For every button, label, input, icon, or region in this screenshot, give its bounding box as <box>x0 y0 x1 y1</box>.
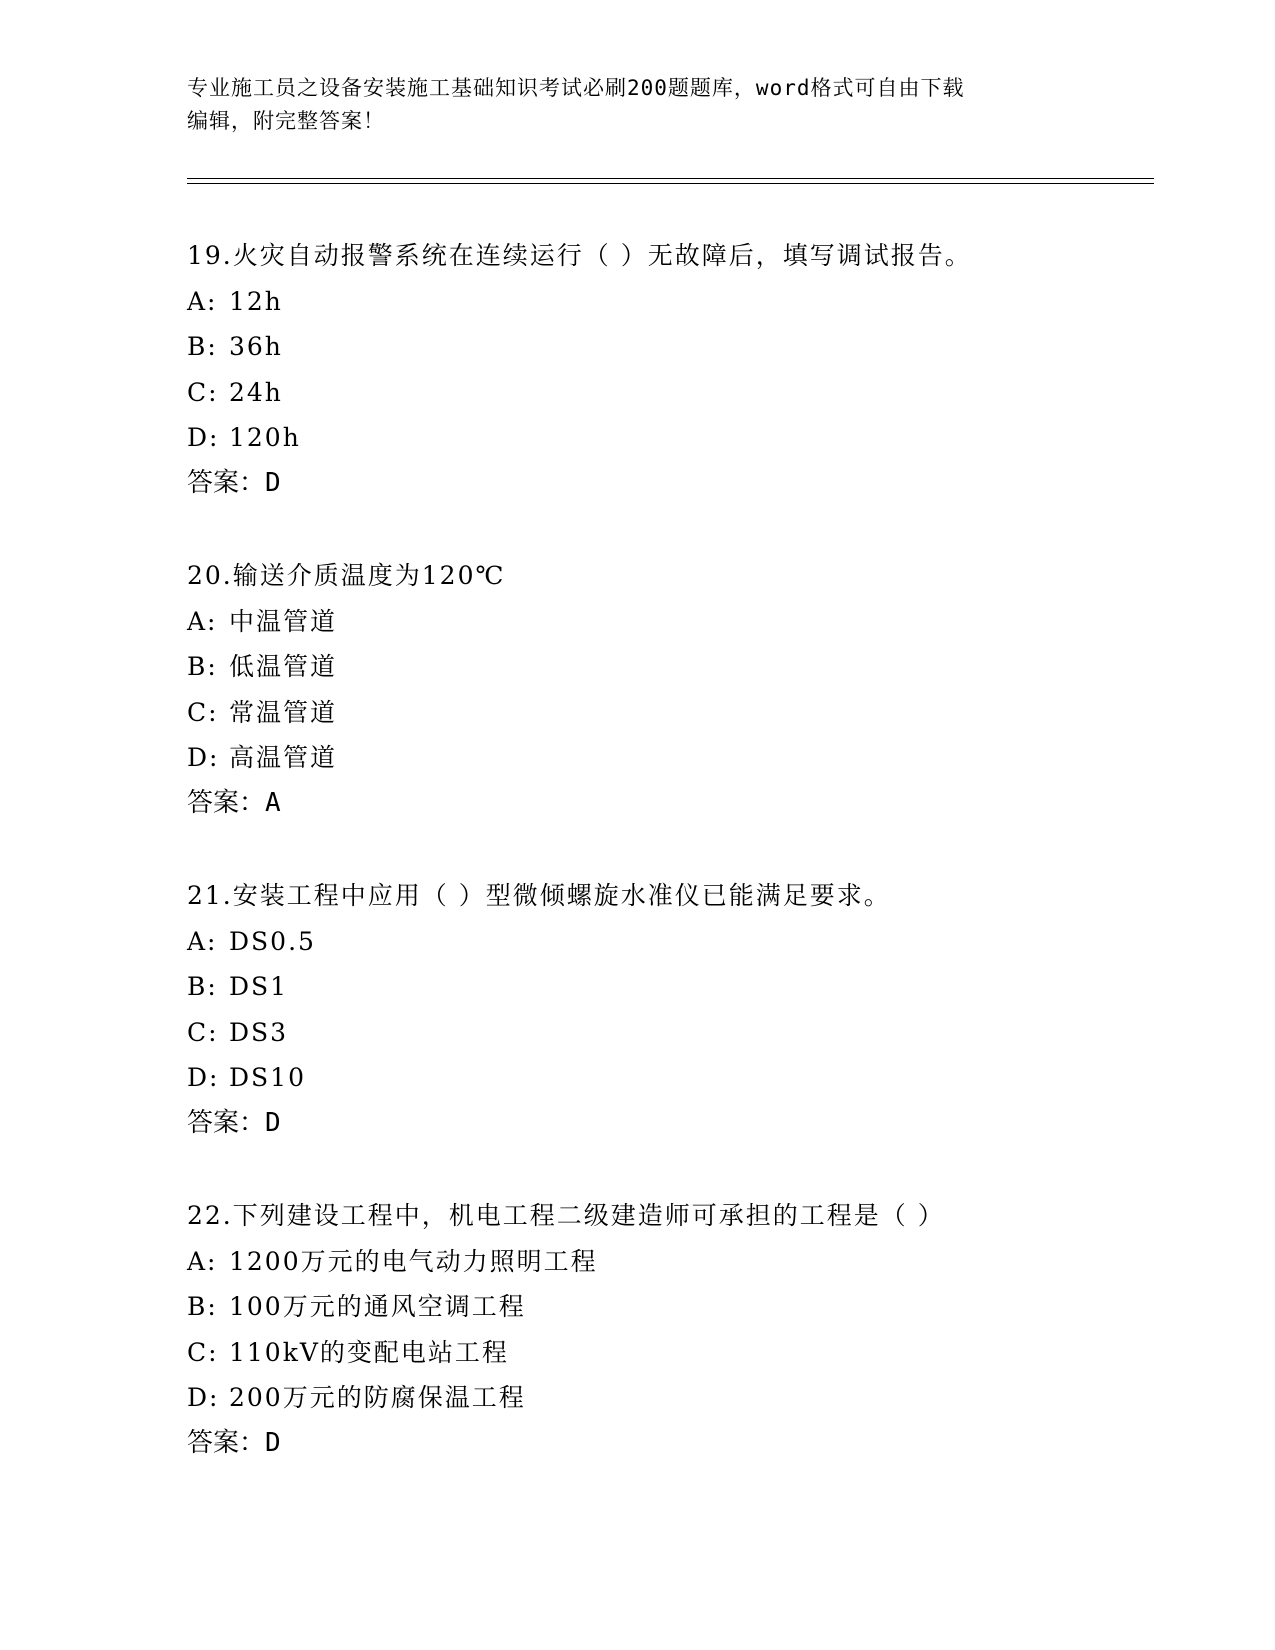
option-text: DS0.5 <box>229 926 316 956</box>
answer-value: D <box>265 467 281 498</box>
answer-line <box>187 1421 1147 1467</box>
option-text: 高温管道 <box>229 743 338 772</box>
option-text: 100万元的通风空调工程 <box>229 1292 526 1321</box>
question-20 <box>187 553 1147 826</box>
option-d <box>187 415 1147 461</box>
option-a <box>187 599 1147 645</box>
option-key: C: <box>187 377 219 407</box>
option-key: B: <box>187 332 218 361</box>
question-number: 20. <box>187 561 233 590</box>
option-text: 低温管道 <box>229 652 338 681</box>
option-key: C: <box>187 1337 219 1367</box>
option-key: A: <box>187 606 218 636</box>
option-b <box>187 1284 1147 1330</box>
option-a <box>187 279 1147 325</box>
question-text: 输送介质温度为120℃ <box>232 561 506 590</box>
question-text: 火灾自动报警系统在连续运行（ ）无故障后，填写调试报告。 <box>232 241 972 270</box>
option-c <box>187 690 1147 736</box>
answer-line <box>187 461 1147 507</box>
option-text: 36h <box>229 332 283 361</box>
header-divider-top <box>187 178 1154 179</box>
question-19 <box>187 233 1147 506</box>
option-text: 24h <box>229 377 283 407</box>
question-21 <box>187 873 1147 1146</box>
option-key: A: <box>187 1246 218 1276</box>
answer-value: D <box>265 1427 281 1458</box>
question-22 <box>187 1193 1147 1466</box>
question-number: 19. <box>187 241 233 270</box>
option-c <box>187 1010 1147 1056</box>
option-key: B: <box>187 972 218 1001</box>
option-key: C: <box>187 1017 219 1047</box>
answer-label: 答案： <box>187 1107 266 1138</box>
option-c <box>187 1330 1147 1376</box>
answer-label: 答案： <box>187 467 266 498</box>
option-text: 120h <box>229 423 301 452</box>
option-text: 12h <box>229 286 283 316</box>
option-text: 200万元的防腐保温工程 <box>229 1383 526 1412</box>
option-key: C: <box>187 697 219 727</box>
question-stem <box>187 1193 1147 1239</box>
option-key: A: <box>187 926 218 956</box>
answer-line <box>187 781 1147 827</box>
header-divider-bottom <box>187 183 1154 184</box>
option-key: A: <box>187 286 218 316</box>
option-text: 中温管道 <box>229 606 338 636</box>
option-d <box>187 735 1147 781</box>
header-line-1: 专业施工员之设备安装施工基础知识考试必刷200题题库，word格式可自由下载 <box>187 76 965 100</box>
option-a <box>187 1239 1147 1285</box>
option-text: 1200万元的电气动力照明工程 <box>229 1246 598 1276</box>
question-stem <box>187 233 1147 279</box>
question-number: 21. <box>187 881 233 910</box>
question-text: 下列建设工程中，机电工程二级建造师可承担的工程是（ ） <box>232 1201 945 1230</box>
option-key: D: <box>187 743 220 772</box>
option-key: D: <box>187 423 220 452</box>
option-b <box>187 964 1147 1010</box>
question-text: 安装工程中应用（ ）型微倾螺旋水准仪已能满足要求。 <box>232 881 891 910</box>
option-key: B: <box>187 652 218 681</box>
answer-label: 答案： <box>187 787 266 818</box>
option-text: 常温管道 <box>229 697 338 727</box>
header-line-2: 编辑，附完整答案！ <box>187 109 385 133</box>
option-key: D: <box>187 1383 220 1412</box>
option-text: 110kV的变配电站工程 <box>229 1337 509 1367</box>
option-b <box>187 644 1147 690</box>
answer-line <box>187 1101 1147 1147</box>
answer-value: D <box>265 1107 281 1138</box>
question-stem <box>187 553 1147 599</box>
question-list <box>187 233 1147 1513</box>
question-number: 22. <box>187 1201 233 1230</box>
question-stem <box>187 873 1147 919</box>
option-key: D: <box>187 1063 220 1092</box>
option-key: B: <box>187 1292 218 1321</box>
document-header <box>187 72 1087 138</box>
answer-label: 答案： <box>187 1427 266 1458</box>
answer-value: A <box>265 787 281 818</box>
option-a <box>187 919 1147 965</box>
option-d <box>187 1055 1147 1101</box>
option-b <box>187 324 1147 370</box>
option-text: DS1 <box>229 972 289 1001</box>
option-d <box>187 1375 1147 1421</box>
option-text: DS3 <box>229 1017 289 1047</box>
option-text: DS10 <box>229 1063 306 1092</box>
option-c <box>187 370 1147 416</box>
